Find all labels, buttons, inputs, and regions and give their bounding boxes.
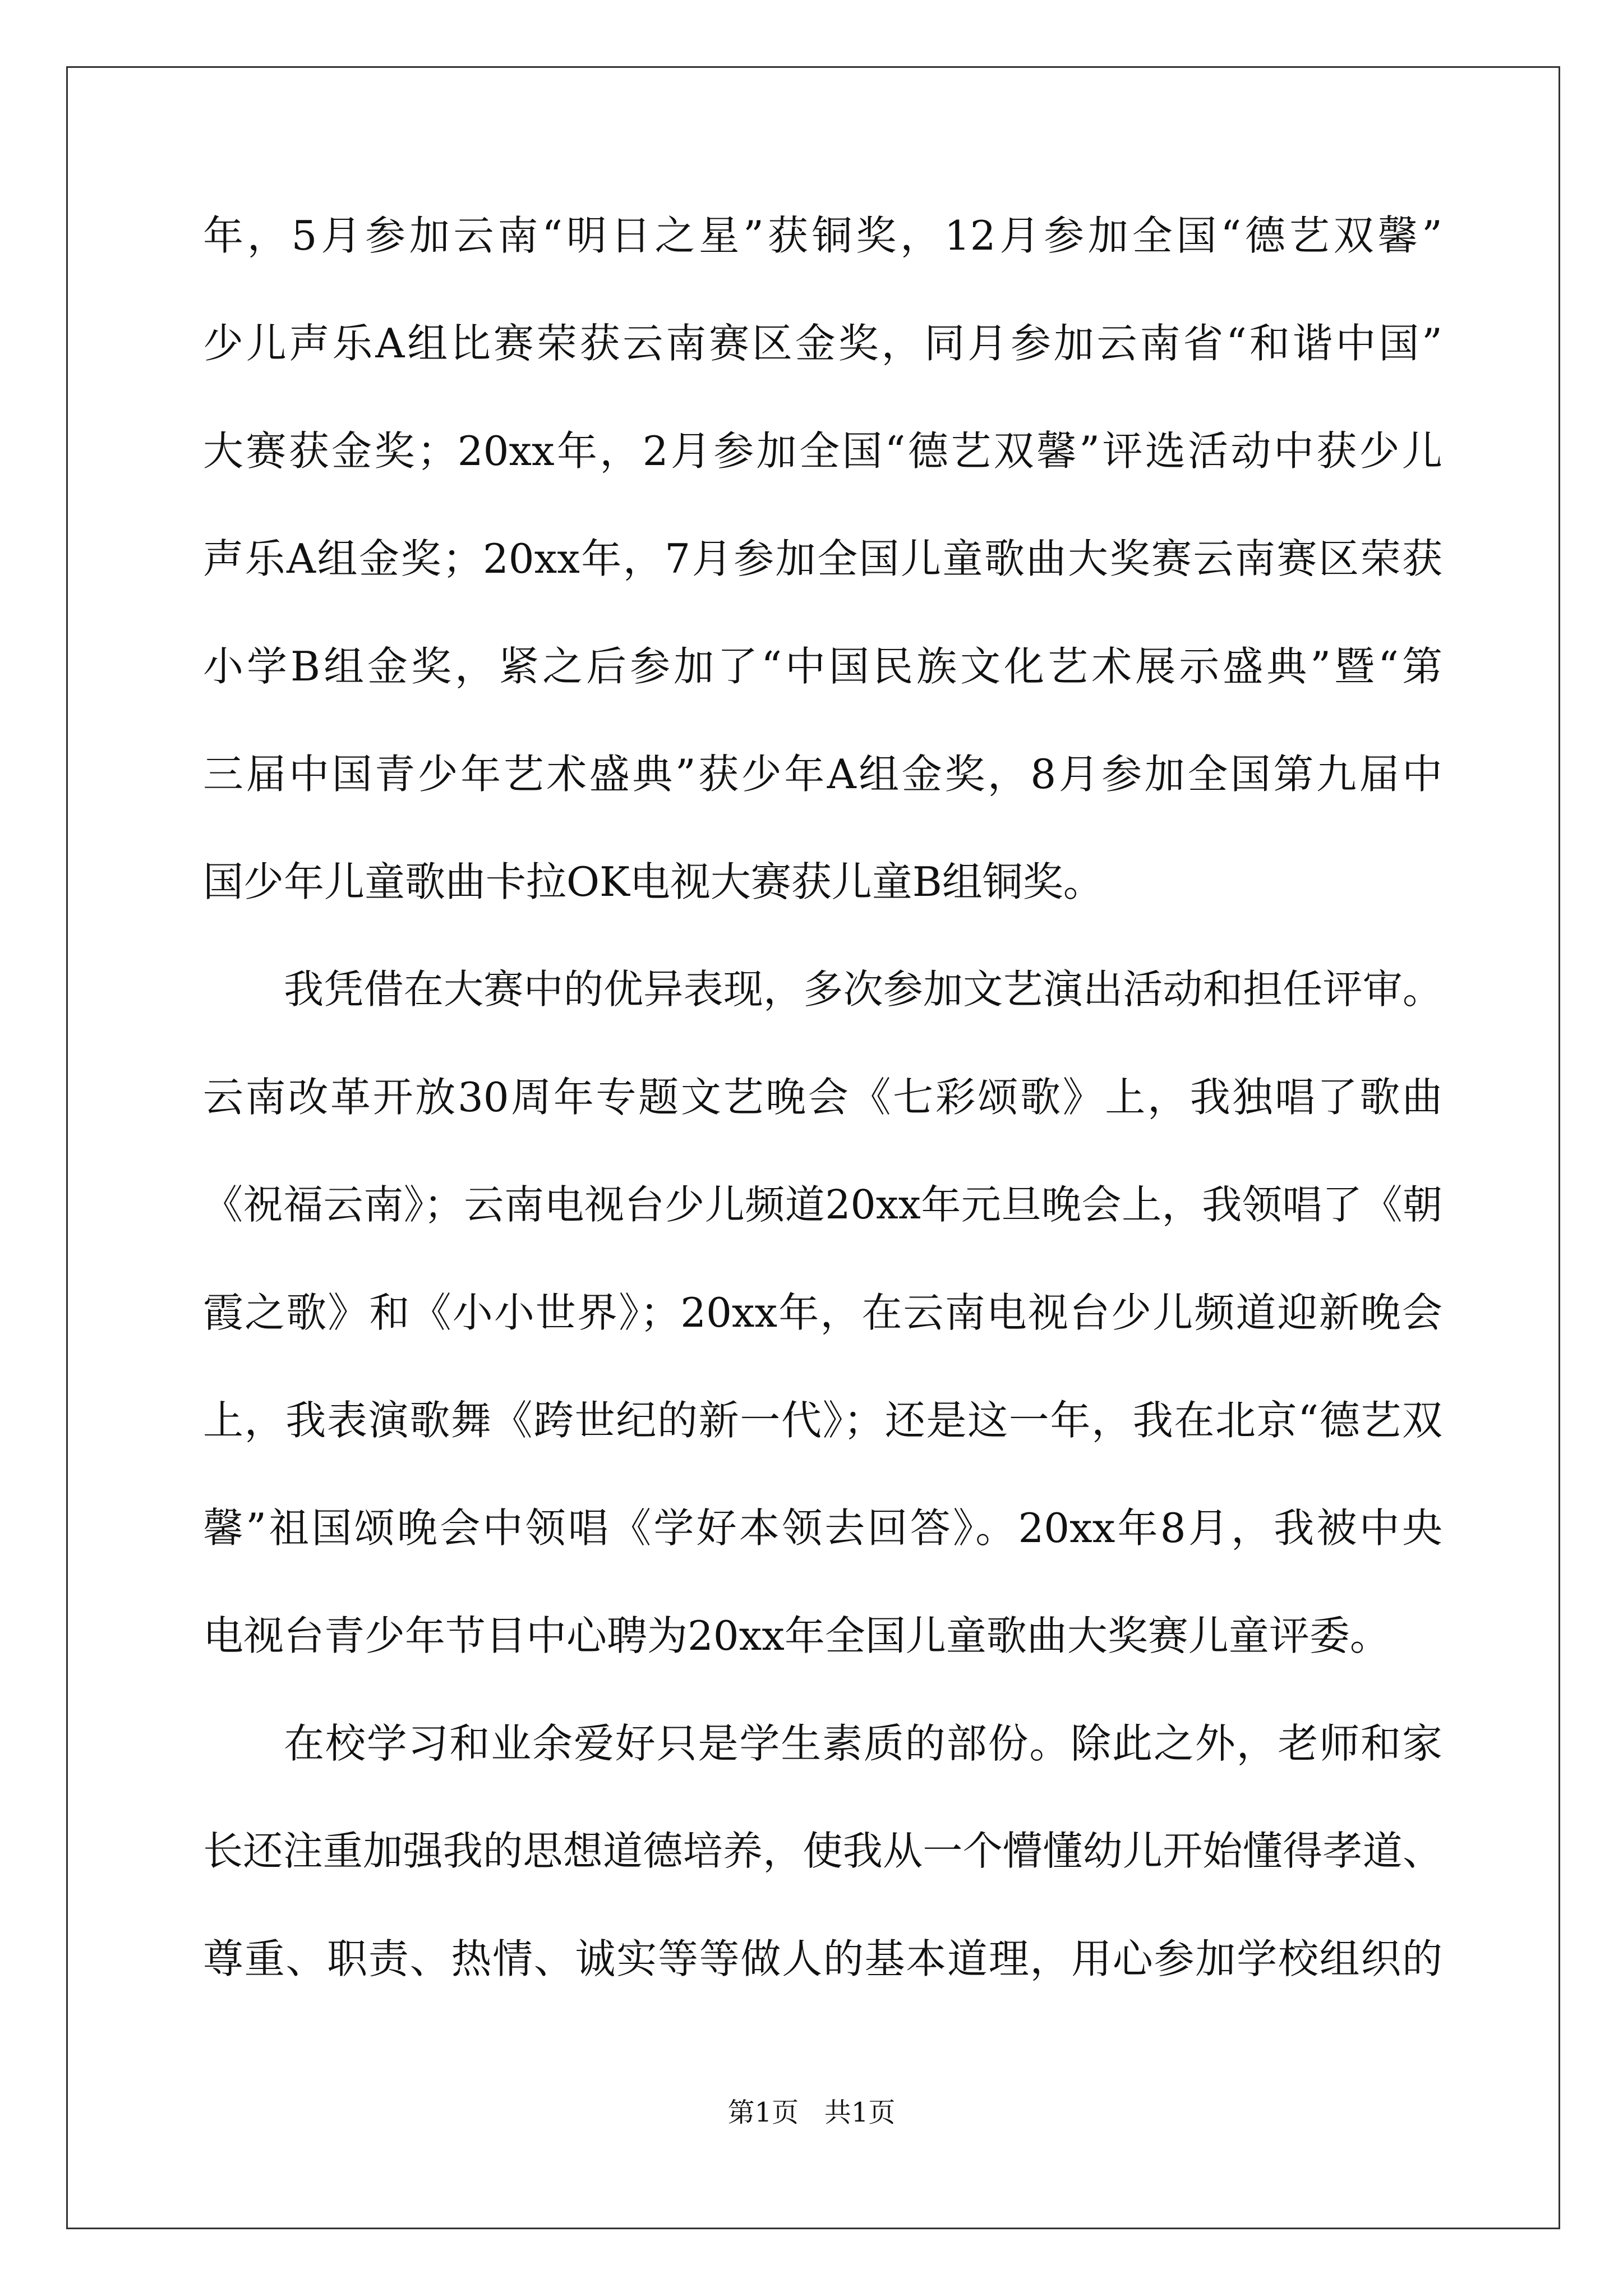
page-footer (0, 2096, 1623, 2129)
document-body (203, 208, 1442, 2039)
text-line: 馨”祖国颂晚会中领唱《学好本领去回答》。20xx年8月，我被中央 (203, 1504, 1442, 1552)
text-line: 三届中国青少年艺术盛典”获少年A组金奖，8月参加全国第九届中 (203, 751, 1442, 798)
text-line: 长还注重加强我的思想道德培养，使我从一个懵懂幼儿开始懂得孝道、 (203, 1828, 1442, 1874)
text-line: 霞之歌》和《小小世界》；20xx年，在云南电视台少儿频道迎新晚会 (203, 1289, 1442, 1336)
text-line: 《祝福云南》；云南电视台少儿频道20xx年元旦晚会上，我领唱了《朝 (203, 1181, 1442, 1228)
paragraph-first-line: 我凭借在大赛中的优异表现，多次参加文艺演出活动和担任评审。 (284, 966, 1442, 1013)
text-line: 年，5月参加云南“明日之星”获铜奖，12月参加全国“德艺双馨” (203, 212, 1442, 259)
text-line: 小学B组金奖，紧之后参加了“中国民族文化艺术展示盛典”暨“第 (203, 643, 1442, 690)
text-line: 尊重、职责、热情、诚实等等做人的基本道理，用心参加学校组织的 (203, 1935, 1442, 1982)
text-line: 上，我表演歌舞《跨世纪的新一代》；还是这一年，我在北京“德艺双 (203, 1397, 1442, 1444)
text-line: 少儿声乐A组比赛荣获云南赛区金奖，同月参加云南省“和谐中国” (203, 320, 1442, 367)
text-line: 电视台青少年节目中心聘为20xx年全国儿童歌曲大奖赛儿童评委。 (203, 1612, 1390, 1659)
paragraph-first-line: 在校学习和业余爱好只是学生素质的部份。除此之外，老师和家 (284, 1720, 1442, 1767)
text-line: 大赛获金奖；20xx年，2月参加全国“德艺双馨”评选活动中获少儿 (203, 427, 1442, 475)
page-total: 共1页 (824, 2097, 896, 2128)
text-line: 国少年儿童歌曲卡拉OK电视大赛获儿童B组铜奖。 (203, 858, 1104, 905)
text-line: 声乐A组金奖；20xx年，7月参加全国儿童歌曲大奖赛云南赛区荣获 (203, 535, 1442, 582)
text-line: 云南改革开放30周年专题文艺晚会《七彩颂歌》上，我独唱了歌曲 (203, 1074, 1442, 1121)
page-number: 第1页 (727, 2097, 799, 2128)
